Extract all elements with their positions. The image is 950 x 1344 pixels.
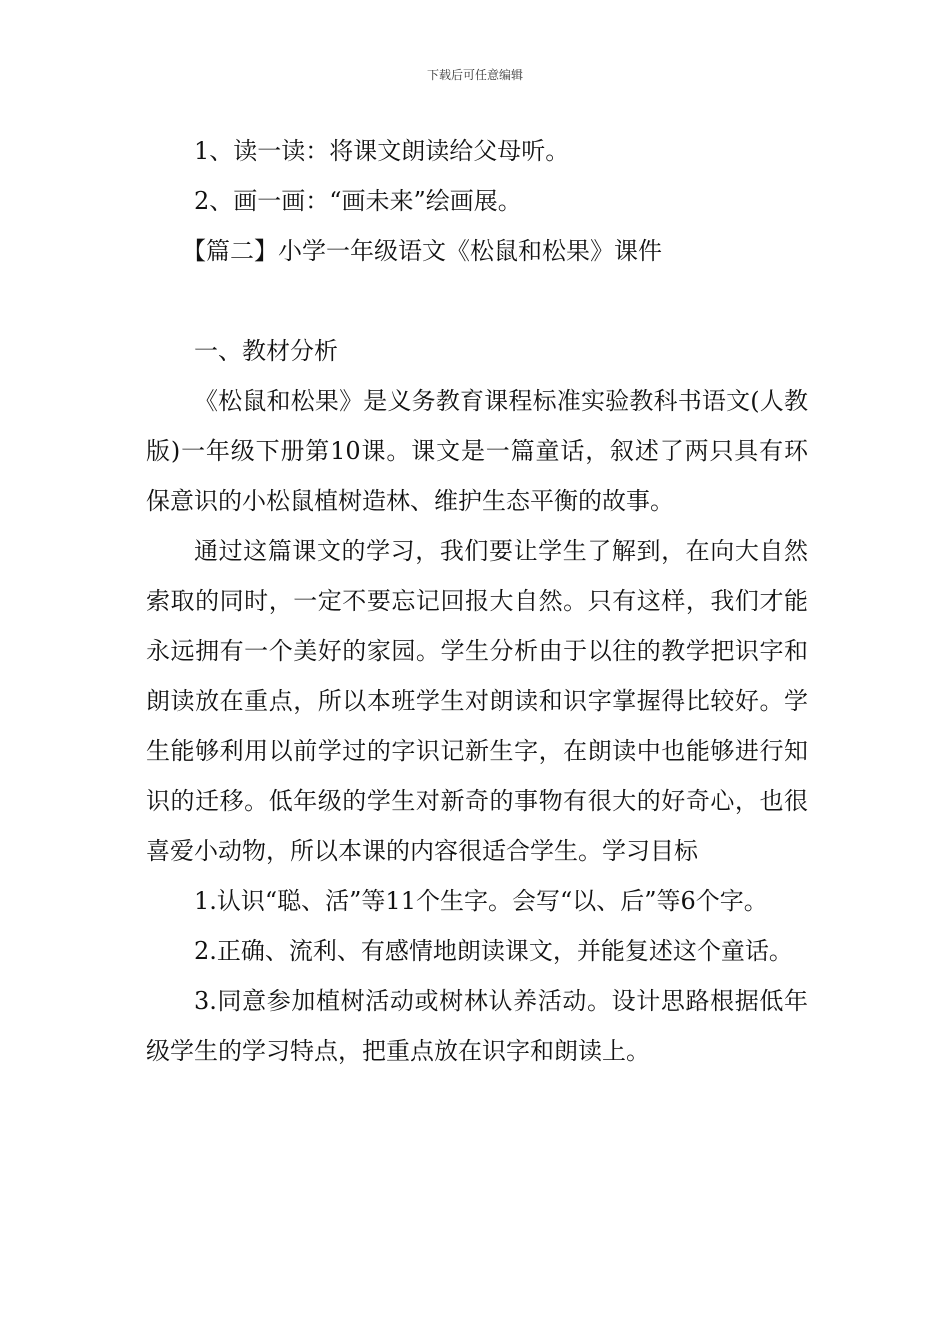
list-item-read: 1、读一读：将课文朗读给父母听。	[194, 137, 570, 165]
document-body	[146, 126, 808, 1076]
learning-goal-2: 2.正确、流利、有感情地朗读课文，并能复述这个童话。	[194, 937, 793, 965]
page-header-note: 下载后可任意编辑	[426, 68, 523, 82]
learning-goal-3: 3.同意参加植树活动或树林认养活动。设计思路根据低年级学生的学习特点，把重点放在识字和朗读上。	[146, 987, 808, 1065]
paragraph-material-intro: 《松鼠和松果》是义务教育课程标准实验教科书语文(人教版)一年级下册第10课。课文是一篇童话，叙述了两只具有环保意识的小松鼠植树造林、维护生态平衡的故事。	[146, 387, 808, 515]
list-item-draw: 2、画一画：“画未来”绘画展。	[194, 187, 522, 215]
spacer	[146, 276, 808, 326]
paragraph-student-analysis: 通过这篇课文的学习，我们要让学生了解到，在向大自然索取的同时，一定不要忘记回报大自然。只有这样，我们才能永远拥有一个美好的家园。学生分析由于以往的教学把识字和朗读放在重点，所以本班学生对朗读和识字掌握得比较好。学生能够利用以前学过的字识记新生字，在朗读中也能够进行知识的迁移。低年级的学生对新奇的事物有很大的好奇心，也很喜爱小动物，所以本课的内容很适合学生。学习目标	[146, 537, 808, 865]
heading-material-analysis: 一、教材分析	[194, 337, 338, 365]
learning-goal-1: 1.认识“聪、活”等11个生字。会写“以、后”等6个字。	[194, 887, 768, 915]
section-title: 【篇二】小学一年级语文《松鼠和松果》课件	[182, 237, 662, 265]
